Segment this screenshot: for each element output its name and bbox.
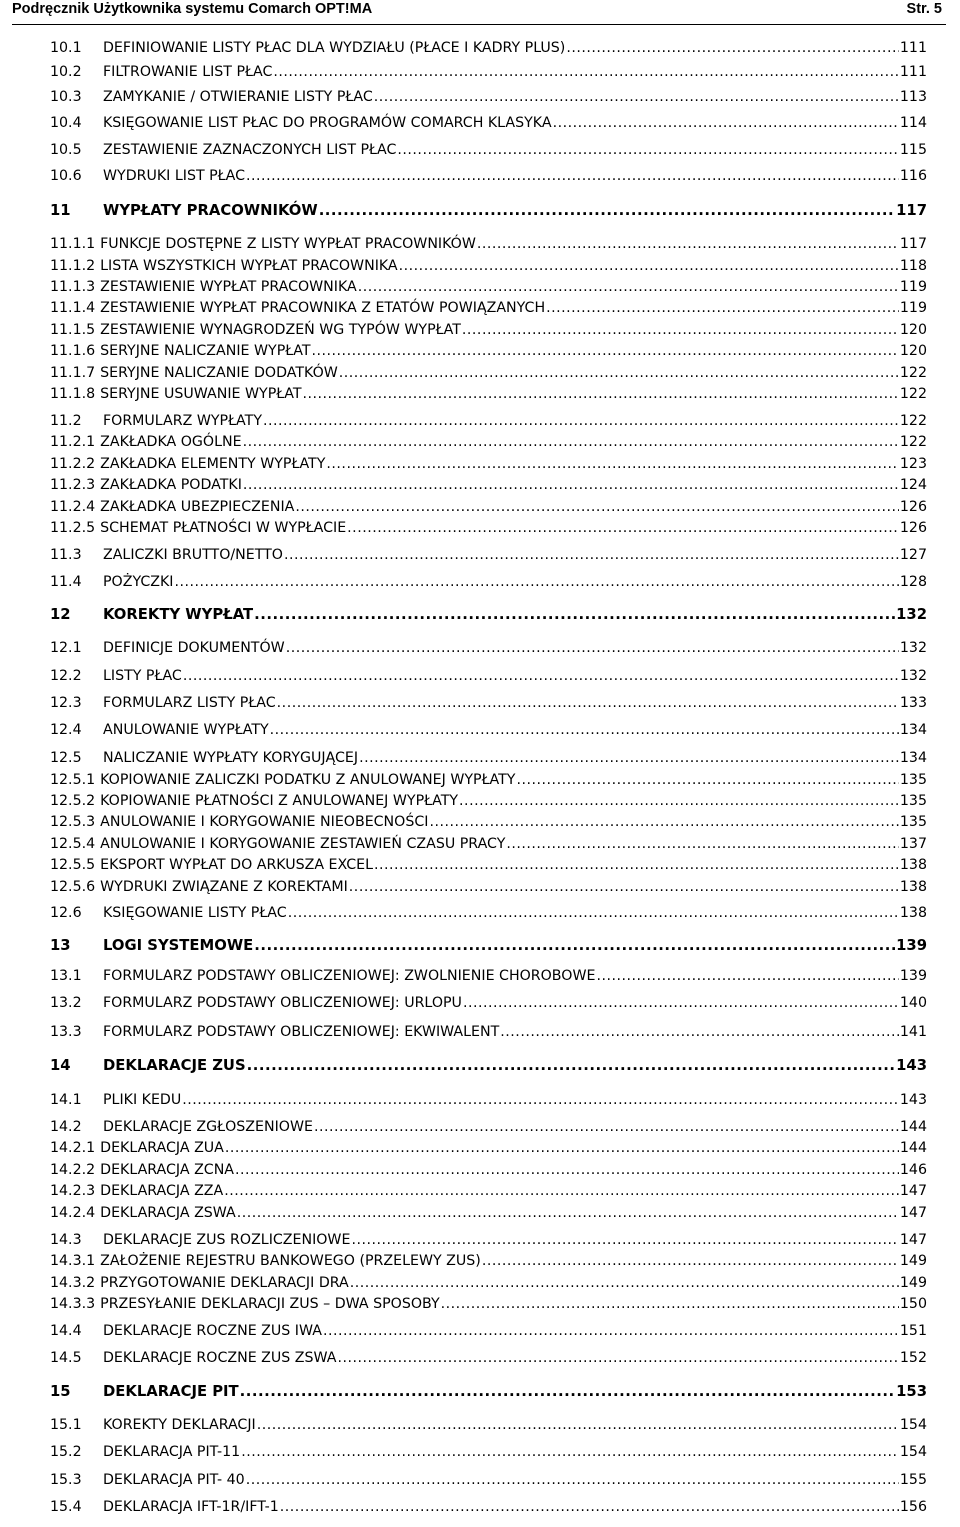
- toc-entry-number: 14.2.1: [50, 1140, 96, 1156]
- toc-entry-page: 134: [899, 722, 927, 738]
- toc-entry[interactable]: [50, 1090, 927, 1110]
- toc-entry-number: 13.2: [50, 995, 82, 1011]
- toc-entry-title: DEKLARACJA PIT-11: [103, 1444, 241, 1460]
- toc-entry-title: SERYJNE USUWANIE WYPŁAT: [100, 386, 302, 402]
- toc-entry[interactable]: [50, 475, 927, 495]
- toc-entry-number: 12.5.1: [50, 772, 96, 788]
- toc-leader-dots: [254, 605, 895, 625]
- toc-entry[interactable]: [50, 320, 927, 340]
- toc-leader-dots: [347, 518, 899, 538]
- toc-entry-title: ZESTAWIENIE WYNAGRODZEŃ WG TYPÓW WYPŁAT: [100, 322, 461, 338]
- toc-entry-number: 11.3: [50, 547, 82, 563]
- toc-entry-page: 115: [899, 142, 927, 158]
- toc-entry[interactable]: [50, 113, 927, 133]
- toc-leader-dots: [326, 454, 899, 474]
- toc-entry-number: 11.1.8: [50, 386, 96, 402]
- toc-entry-page: 144: [899, 1119, 927, 1135]
- toc-entry[interactable]: [50, 936, 927, 956]
- toc-entry[interactable]: [50, 545, 927, 565]
- toc-entry-page: 122: [899, 386, 927, 402]
- toc-leader-dots: [243, 432, 899, 452]
- toc-entry[interactable]: [50, 87, 927, 107]
- toc-entry-number: 12.6: [50, 905, 82, 921]
- toc-leader-dots: [477, 234, 899, 254]
- toc-leader-dots: [273, 62, 899, 82]
- toc-leader-dots: [277, 693, 899, 713]
- toc-entry-page: 114: [899, 115, 927, 131]
- toc-leader-dots: [183, 666, 899, 686]
- toc-entry-title: NALICZANIE WYPŁATY KORYGUJĄCEJ: [103, 750, 359, 766]
- toc-entry-title: WYDRUKI LIST PŁAC: [103, 168, 246, 184]
- toc-entry-page: 137: [899, 836, 927, 852]
- toc-entry-page: 135: [899, 793, 927, 809]
- toc-entry-title: LOGI SYSTEMOWE: [103, 937, 254, 954]
- toc-entry-page: 133: [899, 695, 927, 711]
- toc-entry-page: 151: [899, 1323, 927, 1339]
- toc-entry-number: 14.2: [50, 1119, 82, 1135]
- toc-entry-number: 14.5: [50, 1350, 82, 1366]
- toc-entry-number: 12.5: [50, 750, 82, 766]
- toc-leader-dots: [546, 298, 899, 318]
- toc-leader-dots: [237, 1203, 899, 1223]
- toc-entry-number: 11.2.1: [50, 434, 96, 450]
- toc-entry-title: ZAKŁADKA ELEMENTY WYPŁATY: [100, 456, 326, 472]
- toc-leader-dots: [482, 1251, 899, 1271]
- toc-entry[interactable]: [50, 166, 927, 186]
- toc-entry-page: 132: [899, 640, 927, 656]
- toc-entry-page: 138: [899, 857, 927, 873]
- toc-entry-title: ZAMYKANIE / OTWIERANIE LISTY PŁAC: [103, 89, 373, 105]
- toc-entry-title: KSIĘGOWANIE LISTY PŁAC: [103, 905, 287, 921]
- toc-entry-page: 139: [896, 937, 927, 954]
- toc-entry-number: 11.1.7: [50, 365, 96, 381]
- toc-entry-title: EKSPORT WYPŁAT DO ARKUSZA EXCEL: [100, 857, 373, 873]
- toc-entry-page: 124: [899, 477, 927, 493]
- toc-entry-number: 10.2: [50, 64, 82, 80]
- toc-entry-number: 12.5.3: [50, 814, 96, 830]
- toc-entry-page: 154: [899, 1417, 927, 1433]
- toc-entry-page: 122: [899, 365, 927, 381]
- toc-entry-number: 13.3: [50, 1024, 82, 1040]
- toc-leader-dots: [463, 993, 899, 1013]
- toc-entry-number: 12.1: [50, 640, 82, 656]
- toc-leader-dots: [280, 1497, 899, 1517]
- toc-leader-dots: [399, 256, 899, 276]
- toc-entry-number: 11.1.1: [50, 236, 96, 252]
- toc-entry-number: 14.3: [50, 1232, 82, 1248]
- toc-leader-dots: [350, 1273, 899, 1293]
- toc-entry-number: 14.2.3: [50, 1183, 96, 1199]
- toc-leader-dots: [303, 384, 899, 404]
- toc-entry-title: FORMULARZ PODSTAWY OBLICZENIOWEJ: ZWOLNIENIE CHOROBOWE: [103, 968, 596, 984]
- toc-entry-page: 144: [899, 1140, 927, 1156]
- toc-entry-title: ZAŁOŻENIE REJESTRU BANKOWEGO (PRZELEWY ZUS): [100, 1253, 481, 1269]
- toc-entry-title: SCHEMAT PŁATNOŚCI W WYPŁACIE: [100, 520, 347, 536]
- toc-entry-number: 12.5.2: [50, 793, 96, 809]
- toc-entry-number: 11.1.6: [50, 343, 96, 359]
- page-number: Str. 5: [906, 1, 942, 17]
- toc-entry-number: 12.2: [50, 668, 82, 684]
- toc-entry[interactable]: [50, 1273, 927, 1293]
- toc-entry[interactable]: [50, 518, 927, 538]
- toc-entry-page: 122: [899, 413, 927, 429]
- toc-leader-dots: [337, 1348, 898, 1368]
- toc-entry-title: FORMULARZ PODSTAWY OBLICZENIOWEJ: URLOPU: [103, 995, 462, 1011]
- toc-entry[interactable]: [50, 1470, 927, 1490]
- toc-entry-page: 155: [899, 1472, 927, 1488]
- toc-entry-number: 11.2.4: [50, 499, 96, 515]
- toc-entry-page: 134: [899, 750, 927, 766]
- toc-entry-title: KOPIOWANIE PŁATNOŚCI Z ANULOWANEJ WYPŁATY: [100, 793, 459, 809]
- toc-entry-title: KSIĘGOWANIE LIST PŁAC DO PROGRAMÓW COMARCH KLASYKA: [103, 115, 552, 131]
- toc-entry-page: 119: [899, 279, 927, 295]
- toc-leader-dots: [225, 1138, 899, 1158]
- toc-entry-page: 132: [896, 606, 927, 623]
- toc-leader-dots: [295, 497, 899, 517]
- toc-entry[interactable]: [50, 497, 927, 517]
- toc-entry[interactable]: [50, 1442, 927, 1462]
- toc-entry-page: 135: [899, 814, 927, 830]
- toc-entry-number: 15: [50, 1383, 71, 1400]
- toc-entry-number: 11: [50, 202, 71, 219]
- toc-entry-number: 11.2.2: [50, 456, 96, 472]
- toc-entry-number: 12: [50, 606, 71, 623]
- toc-entry[interactable]: [50, 38, 927, 58]
- toc-entry-page: 153: [896, 1383, 927, 1400]
- toc-entry[interactable]: [50, 1415, 927, 1435]
- toc-entry-page: 141: [899, 1024, 927, 1040]
- toc-entry-title: LISTY PŁAC: [103, 668, 182, 684]
- toc-entry-title: ZESTAWIENIE WYPŁAT PRACOWNIKA: [100, 279, 357, 295]
- toc-entry-page: 118: [899, 258, 927, 274]
- toc-leader-dots: [553, 113, 899, 133]
- toc-entry-number: 12.4: [50, 722, 82, 738]
- toc-entry-title: PLIKI KEDU: [103, 1092, 182, 1108]
- toc-entry-number: 14.2.4: [50, 1205, 96, 1221]
- toc-entry-title: KOPIOWANIE ZALICZKI PODATKU Z ANULOWANEJ WYPŁATY: [100, 772, 516, 788]
- toc-leader-dots: [284, 545, 899, 565]
- toc-entry[interactable]: [50, 1117, 927, 1137]
- toc-entry-number: 10.6: [50, 168, 82, 184]
- toc-leader-dots: [358, 277, 899, 297]
- toc-entry-page: 126: [899, 499, 927, 515]
- toc-entry[interactable]: [50, 1022, 927, 1042]
- toc-entry-title: DEKLARACJA ZCNA: [100, 1162, 235, 1178]
- toc-entry-page: 147: [899, 1183, 927, 1199]
- toc-entry-title: FORMULARZ LISTY PŁAC: [103, 695, 276, 711]
- toc-entry-title: POŻYCZKI: [103, 574, 174, 590]
- toc-entry-title: FORMULARZ PODSTAWY OBLICZENIOWEJ: EKWIWALENT: [103, 1024, 500, 1040]
- toc-entry-title: PRZYGOTOWANIE DEKLARACJI DRA: [100, 1275, 349, 1291]
- toc-entry[interactable]: [50, 411, 927, 431]
- toc-entry-page: 127: [899, 547, 927, 563]
- toc-entry-title: SERYJNE NALICZANIE WYPŁAT: [100, 343, 311, 359]
- toc-entry[interactable]: [50, 454, 927, 474]
- toc-entry-page: 138: [899, 879, 927, 895]
- toc-entry-number: 12.5.4: [50, 836, 96, 852]
- toc-entry-title: KOREKTY DEKLARACJI: [103, 1417, 256, 1433]
- toc-leader-dots: [323, 1321, 899, 1341]
- toc-entry[interactable]: [50, 277, 927, 297]
- toc-entry-title: ANULOWANIE WYPŁATY: [103, 722, 269, 738]
- toc-entry-title: ANULOWANIE I KORYGOWANIE NIEOBECNOŚCI: [100, 814, 429, 830]
- toc-leader-dots: [240, 1382, 895, 1402]
- toc-entry[interactable]: [50, 1348, 927, 1368]
- toc-entry-title: ZESTAWIENIE WYPŁAT PRACOWNIKA Z ETATÓW POWIĄZANYCH: [100, 300, 546, 316]
- toc-entry[interactable]: [50, 605, 927, 625]
- toc-entry[interactable]: [50, 1497, 927, 1517]
- toc-entry[interactable]: [50, 1056, 927, 1076]
- toc-leader-dots: [459, 791, 899, 811]
- toc-leader-dots: [351, 1230, 898, 1250]
- toc-leader-dots: [500, 1022, 899, 1042]
- toc-entry-title: DEKLARACJE ZUS: [103, 1057, 246, 1074]
- toc-entry-page: 149: [899, 1253, 927, 1269]
- toc-entry-number: 14.3.2: [50, 1275, 96, 1291]
- toc-leader-dots: [257, 1415, 899, 1435]
- toc-entry-title: DEKLARACJE ZUS ROZLICZENIOWE: [103, 1232, 351, 1248]
- toc-entry[interactable]: [50, 201, 927, 221]
- toc-leader-dots: [314, 1117, 899, 1137]
- toc-leader-dots: [241, 1442, 899, 1462]
- toc-entry[interactable]: [50, 432, 927, 452]
- toc-entry-title: ZAKŁADKA OGÓLNE: [100, 434, 242, 450]
- toc-entry[interactable]: [50, 363, 927, 383]
- toc-leader-dots: [397, 140, 899, 160]
- toc-entry[interactable]: [50, 877, 927, 897]
- toc-entry[interactable]: [50, 666, 927, 686]
- toc-entry-page: 113: [899, 89, 927, 105]
- toc-entry-number: 15.2: [50, 1444, 82, 1460]
- toc-entry-title: ANULOWANIE I KORYGOWANIE ZESTAWIEŃ CZASU PRACY: [100, 836, 506, 852]
- toc-entry-title: FORMULARZ WYPŁATY: [103, 413, 262, 429]
- toc-entry-page: 147: [899, 1232, 927, 1248]
- toc-entry-page: 152: [899, 1350, 927, 1366]
- toc-entry[interactable]: [50, 1181, 927, 1201]
- toc-entry[interactable]: [50, 1160, 927, 1180]
- toc-entry[interactable]: [50, 256, 927, 276]
- toc-leader-dots: [516, 770, 898, 790]
- toc-entry-number: 10.4: [50, 115, 82, 131]
- toc-entry[interactable]: [50, 903, 927, 923]
- toc-leader-dots: [254, 936, 895, 956]
- toc-leader-dots: [319, 201, 895, 221]
- toc-entry-page: 122: [899, 434, 927, 450]
- toc-leader-dots: [288, 903, 899, 923]
- toc-entry-title: FILTROWANIE LIST PŁAC: [103, 64, 273, 80]
- toc-entry[interactable]: [50, 638, 927, 658]
- toc-entry-page: 111: [899, 64, 927, 80]
- toc-entry-title: DEKLARACJA ZSWA: [100, 1205, 236, 1221]
- toc-entry-page: 147: [899, 1205, 927, 1221]
- toc-entry-number: 12.5.6: [50, 879, 96, 895]
- toc-entry-number: 11.2.5: [50, 520, 96, 536]
- toc-leader-dots: [349, 877, 899, 897]
- toc-entry-number: 14.4: [50, 1323, 82, 1339]
- toc-entry[interactable]: [50, 720, 927, 740]
- toc-entry-number: 10.5: [50, 142, 82, 158]
- toc-entry-page: 117: [899, 236, 927, 252]
- toc-entry-page: 111: [899, 40, 927, 56]
- toc-leader-dots: [224, 1181, 899, 1201]
- toc-leader-dots: [441, 1294, 899, 1314]
- toc-entry-page: 120: [899, 343, 927, 359]
- toc-entry-page: 138: [899, 905, 927, 921]
- toc-leader-dots: [566, 38, 899, 58]
- toc-entry-number: 14.1: [50, 1092, 82, 1108]
- toc-entry-title: ZESTAWIENIE ZAZNACZONYCH LIST PŁAC: [103, 142, 397, 158]
- toc-entry-title: FUNKCJE DOSTĘPNE Z LISTY WYPŁAT PRACOWNIKÓW: [100, 236, 476, 252]
- toc-entry[interactable]: [50, 1138, 927, 1158]
- toc-entry[interactable]: [50, 812, 927, 832]
- toc-entry-number: 12.5.5: [50, 857, 96, 873]
- toc-leader-dots: [429, 812, 898, 832]
- toc-entry[interactable]: [50, 748, 927, 768]
- toc-entry-number: 12.3: [50, 695, 82, 711]
- toc-entry-title: DEKLARACJE ROCZNE ZUS IWA: [103, 1323, 322, 1339]
- toc-leader-dots: [247, 1056, 896, 1076]
- toc-entry-page: 156: [899, 1499, 927, 1515]
- toc-entry-title: DEKLARACJA IFT-1R/IFT-1: [103, 1499, 279, 1515]
- toc-entry-number: 10.1: [50, 40, 82, 56]
- toc-leader-dots: [339, 363, 899, 383]
- toc-entry-page: 143: [896, 1057, 927, 1074]
- toc-entry[interactable]: [50, 572, 927, 592]
- toc-leader-dots: [270, 720, 899, 740]
- document-title: Podręcznik Użytkownika systemu Comarch OPT!MA: [12, 1, 373, 17]
- toc-entry-page: 150: [899, 1296, 927, 1312]
- toc-entry[interactable]: [50, 341, 927, 361]
- toc-entry-title: DEKLARACJE PIT: [103, 1383, 239, 1400]
- toc-entry[interactable]: [50, 966, 927, 986]
- toc-entry-number: 13.1: [50, 968, 82, 984]
- toc-entry[interactable]: [50, 834, 927, 854]
- toc-entry-page: 140: [899, 995, 927, 1011]
- toc-leader-dots: [174, 572, 898, 592]
- toc-entry[interactable]: [50, 993, 927, 1013]
- toc-entry[interactable]: [50, 791, 927, 811]
- toc-leader-dots: [243, 475, 899, 495]
- toc-entry[interactable]: [50, 140, 927, 160]
- toc-leader-dots: [235, 1160, 899, 1180]
- toc-leader-dots: [312, 341, 899, 361]
- toc-entry-title: DEKLARACJA PIT- 40: [103, 1472, 245, 1488]
- toc-entry-title: DEKLARACJE ROCZNE ZUS ZSWA: [103, 1350, 337, 1366]
- toc-leader-dots: [374, 87, 899, 107]
- toc-entry-title: ZALICZKI BRUTTO/NETTO: [103, 547, 283, 563]
- toc-entry-number: 11.2: [50, 413, 82, 429]
- toc-entry-number: 10.3: [50, 89, 82, 105]
- toc-entry[interactable]: [50, 1203, 927, 1223]
- toc-entry-number: 11.2.3: [50, 477, 96, 493]
- toc-entry-page: 149: [899, 1275, 927, 1291]
- toc-entry[interactable]: [50, 1382, 927, 1402]
- toc-entry-number: 14.3.1: [50, 1253, 96, 1269]
- toc-entry-page: 120: [899, 322, 927, 338]
- toc-entry-number: 11.4: [50, 574, 82, 590]
- toc-entry-number: 14.3.3: [50, 1296, 96, 1312]
- toc-leader-dots: [246, 166, 899, 186]
- toc-entry-page: 132: [899, 668, 927, 684]
- toc-entry[interactable]: [50, 1321, 927, 1341]
- toc-entry[interactable]: [50, 62, 927, 82]
- toc-entry-title: LISTA WSZYSTKICH WYPŁAT PRACOWNIKA: [100, 258, 398, 274]
- toc-entry-number: 13: [50, 937, 71, 954]
- toc-entry-number: 15.1: [50, 1417, 82, 1433]
- toc-leader-dots: [246, 1470, 899, 1490]
- toc-leader-dots: [182, 1090, 899, 1110]
- toc-entry-page: 123: [899, 456, 927, 472]
- toc-leader-dots: [359, 748, 899, 768]
- toc-entry-title: ZAKŁADKA PODATKI: [100, 477, 242, 493]
- toc-entry-title: DEKLARACJE ZGŁOSZENIOWE: [103, 1119, 313, 1135]
- page-header: [12, 0, 946, 25]
- toc-entry-number: 15.4: [50, 1499, 82, 1515]
- toc-leader-dots: [506, 834, 899, 854]
- toc-entry-title: DEKLARACJA ZUA: [100, 1140, 224, 1156]
- toc-entry-page: 139: [899, 968, 927, 984]
- toc-entry-page: 146: [899, 1162, 927, 1178]
- toc-leader-dots: [263, 411, 899, 431]
- toc-entry[interactable]: [50, 855, 927, 875]
- toc-entry-title: WYDRUKI ZWIĄZANE Z KOREKTAMI: [100, 879, 348, 895]
- toc-entry[interactable]: [50, 693, 927, 713]
- toc-entry-page: 128: [899, 574, 927, 590]
- toc-leader-dots: [596, 966, 898, 986]
- toc-entry-title: DEKLARACJA ZZA: [100, 1183, 224, 1199]
- toc-entry[interactable]: [50, 1230, 927, 1250]
- toc-entry-number: 15.3: [50, 1472, 82, 1488]
- toc-leader-dots: [286, 638, 899, 658]
- toc-entry-title: KOREKTY WYPŁAT: [103, 606, 254, 623]
- toc-leader-dots: [374, 855, 899, 875]
- toc-entry-title: DEFINIOWANIE LISTY PŁAC DLA WYDZIAŁU (PŁACE I KADRY PLUS): [103, 40, 566, 56]
- toc-entry[interactable]: [50, 298, 927, 318]
- toc-entry-number: 11.1.3: [50, 279, 96, 295]
- toc-entry-title: DEFINICJE DOKUMENTÓW: [103, 640, 285, 656]
- toc-entry-number: 11.1.2: [50, 258, 96, 274]
- toc-entry-page: 117: [896, 202, 927, 219]
- toc-entry[interactable]: [50, 1251, 927, 1271]
- toc-leader-dots: [462, 320, 899, 340]
- toc-entry-title: ZAKŁADKA UBEZPIECZENIA: [100, 499, 295, 515]
- toc-entry-number: 11.1.4: [50, 300, 96, 316]
- toc-entry-title: SERYJNE NALICZANIE DODATKÓW: [100, 365, 338, 381]
- toc-entry[interactable]: [50, 770, 927, 790]
- toc-entry[interactable]: [50, 384, 927, 404]
- toc-entry-number: 14: [50, 1057, 71, 1074]
- toc-entry-page: 116: [899, 168, 927, 184]
- toc-entry[interactable]: [50, 1294, 927, 1314]
- toc-entry-number: 14.2.2: [50, 1162, 96, 1178]
- toc-entry-title: WYPŁATY PRACOWNIKÓW: [103, 202, 318, 219]
- toc-entry-page: 135: [899, 772, 927, 788]
- toc-entry-title: PRZESYŁANIE DEKLARACJI ZUS – DWA SPOSOBY: [100, 1296, 440, 1312]
- toc-entry-page: 143: [899, 1092, 927, 1108]
- toc-entry-number: 11.1.5: [50, 322, 96, 338]
- toc-entry-page: 119: [899, 300, 927, 316]
- toc-entry[interactable]: [50, 234, 927, 254]
- toc-entry-page: 126: [899, 520, 927, 536]
- toc-entry-page: 154: [899, 1444, 927, 1460]
